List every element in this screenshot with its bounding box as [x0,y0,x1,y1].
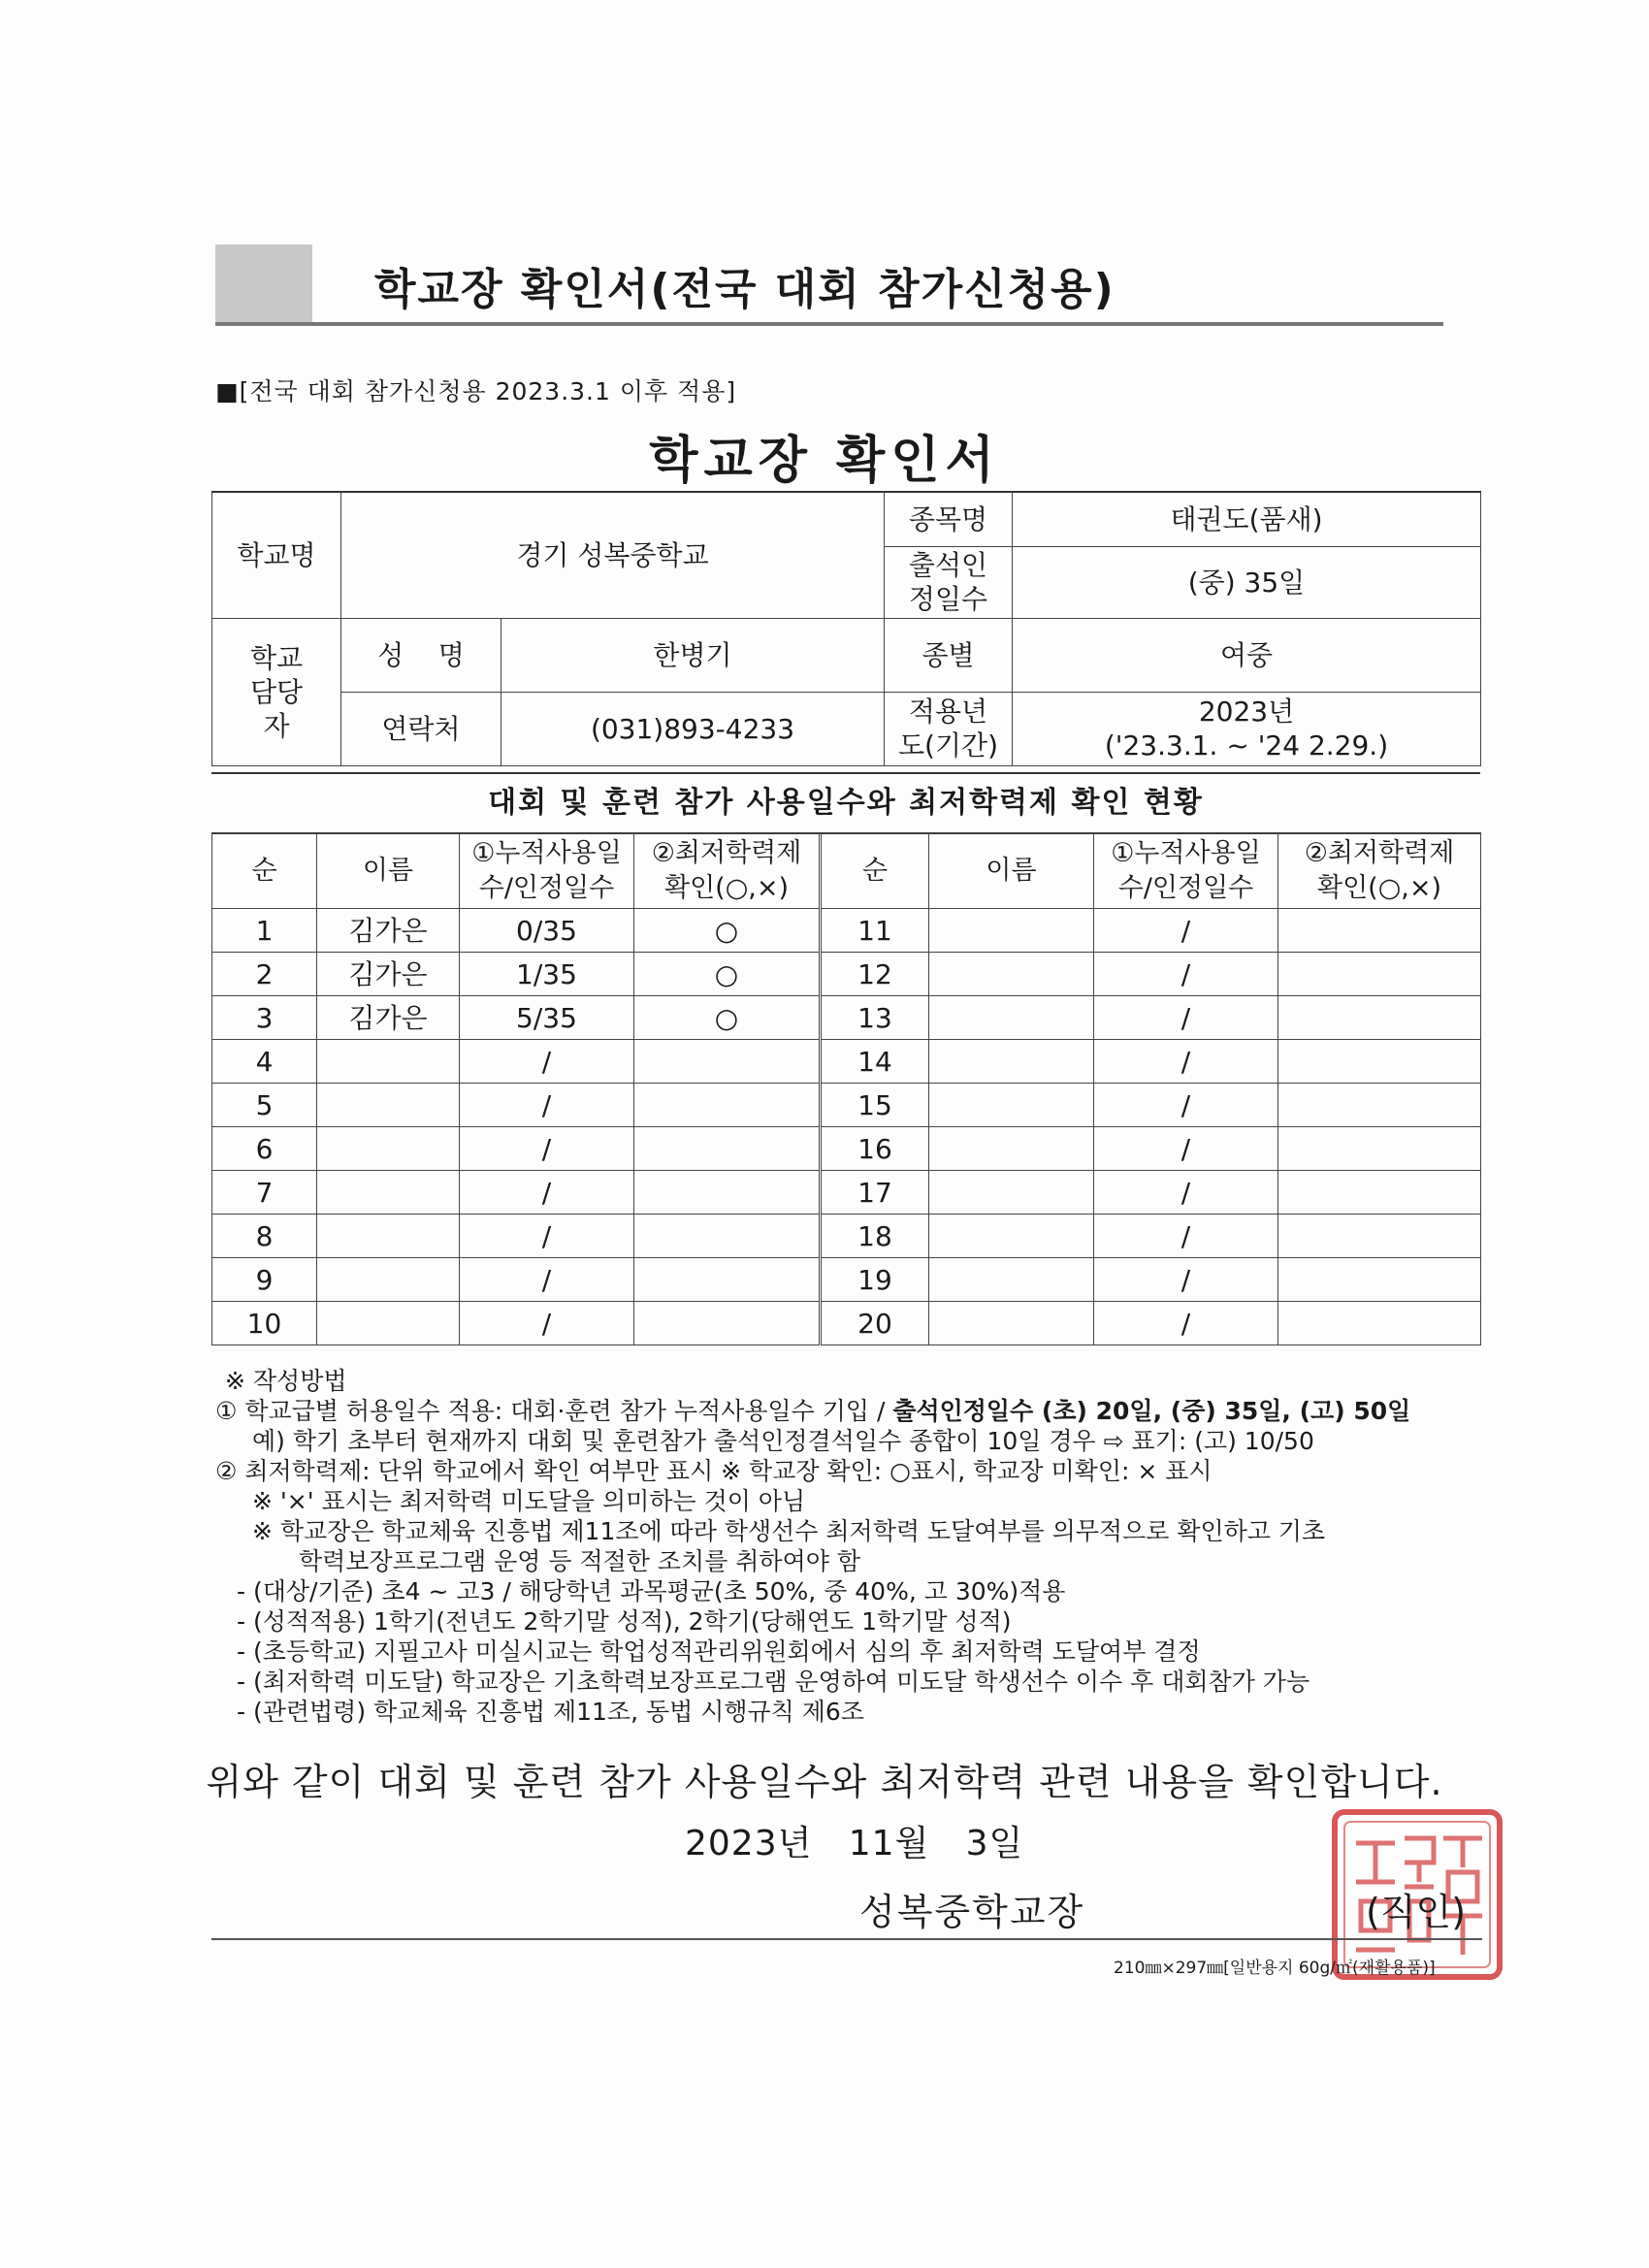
col-no-header: 순 [821,833,929,909]
school-label: 학교명 [212,492,341,618]
seal-label: (직인) [1366,1891,1467,1933]
row-check [634,1258,821,1302]
row-check [1278,996,1481,1040]
method-line: - (초등학교) 지필고사 미실시교는 학업성적관리위원회에서 심의 후 최저학력 도달여부 결정 [237,1637,1201,1666]
row-no: 16 [821,1127,929,1171]
method-line: 학력보장프로그램 운영 등 적절한 조치를 취하여야 함 [299,1547,860,1575]
table-row [212,1171,1481,1215]
row-check [634,1215,821,1258]
row-name [929,1040,1094,1084]
row-no: 19 [821,1258,929,1302]
row-no: 4 [212,1040,317,1084]
row-no: 10 [212,1302,317,1345]
row-name [317,1040,460,1084]
row-no: 9 [212,1258,317,1302]
status-title: 대회 및 훈련 참가 사용일수와 최저학력제 확인 현황 [211,772,1480,834]
row-days: / [1094,909,1278,953]
row-name [929,909,1094,953]
row-name [929,953,1094,996]
doc-title: 학교장 확인서 [649,432,1000,490]
row-days: / [460,1127,634,1171]
row-name [317,1215,460,1258]
row-check [1278,1302,1481,1345]
row-check [1278,1040,1481,1084]
row-check [1278,1215,1481,1258]
row-no: 14 [821,1040,929,1084]
row-days: 5/35 [460,996,634,1040]
attend-value: (중) 35일 [1013,546,1481,618]
row-check [1278,1084,1481,1127]
row-check [634,1302,821,1345]
method-line [215,1396,1496,1426]
method-line: - (최저학력 미도달) 학교장은 기초학력보장프로그램 운영하여 미도달 학생선수 이수 후 대회참가 가능 [237,1668,1310,1696]
row-no: 13 [821,996,929,1040]
year-label: 적용년도(기간) [885,692,1013,765]
gender-value: 여중 [1013,618,1481,692]
row-no: 2 [212,953,317,996]
attend-label: 출석인정일수 [885,546,1013,618]
header-gray-block [215,244,312,324]
row-name [929,1127,1094,1171]
table-row [212,1258,1481,1302]
row-name: 김가은 [317,909,460,953]
row-name [929,1302,1094,1345]
table-row [212,953,1481,996]
row-check [1278,1127,1481,1171]
row-days: / [460,1258,634,1302]
col-check-header: ②최저학력제확인(○,×) [1278,833,1481,909]
row-days: / [460,1215,634,1258]
col-days-header: ①누적사용일수/인정일수 [1094,833,1278,909]
row-name: 김가은 [317,953,460,996]
row-days: / [1094,996,1278,1040]
gender-label: 종별 [885,618,1013,692]
method-line: ※ 학교장은 학교체육 진흥법 제11조에 따라 학생선수 최저학력 도달여부를 의무적으로 확인하고 기초 [252,1517,1326,1545]
col-days-header: ①누적사용일수/인정일수 [460,833,634,909]
row-no: 18 [821,1215,929,1258]
row-days: / [460,1084,634,1127]
bottom-rule [211,1938,1482,1940]
col-name-header: 이름 [929,833,1094,909]
confirm-statement: 위와 같이 대회 및 훈련 참가 사용일수와 최저학력 관련 내용을 확인합니다. [206,1761,1443,1803]
table-row [212,1127,1481,1171]
contact-value: (031)893-4233 [501,692,885,765]
row-check [1278,909,1481,953]
row-no: 11 [821,909,929,953]
row-check [1278,953,1481,996]
method-line: - (대상/기준) 초4 ~ 고3 / 해당학년 과목평균(초 50%, 중 40%, 고 30%)적용 [237,1577,1066,1605]
method-title: ※ 작성방법 [225,1367,347,1395]
row-days: 0/35 [460,909,634,953]
row-name [929,1258,1094,1302]
row-check [634,1040,821,1084]
row-no: 5 [212,1084,317,1127]
period-value: ('23.3.1. ~ '24 2.29.) [1104,729,1389,761]
subnote: ■[전국 대회 참가신청용 2023.3.1 이후 적용] [215,377,737,405]
row-name [317,1302,460,1345]
row-days: / [1094,1258,1278,1302]
row-days: / [460,1040,634,1084]
row-days: / [1094,1215,1278,1258]
method-line: 예) 학기 초부터 현재까지 대회 및 훈련참가 출석인정결석일수 종합이 10일 경우 ⇨ 표기: (고) 10/50 [252,1427,1314,1455]
row-check: ○ [634,953,821,996]
event-value: 태권도(품새) [1013,492,1481,546]
col-no-header: 순 [212,833,317,909]
header-title: 학교장 확인서(전국 대회 참가신청용) [374,265,1116,314]
header-rule [215,322,1443,326]
row-days: / [1094,1171,1278,1215]
row-no: 8 [212,1215,317,1258]
row-name [317,1171,460,1215]
writing-method [215,1366,1496,1727]
row-days: / [1094,1040,1278,1084]
method-line-bold: 출석인정일수 (초) 20일, (중) 35일, (고) 50일 [892,1397,1411,1425]
row-no: 7 [212,1171,317,1215]
row-days: / [460,1302,634,1345]
principal-name: 성복중학교장 [859,1891,1085,1933]
year-cell [1013,692,1481,765]
row-check [1278,1258,1481,1302]
col-name-header: 이름 [317,833,460,909]
contact-label: 연락처 [341,692,501,765]
issue-date: 2023년 11월 3일 [685,1824,1024,1863]
info-table [211,491,1481,766]
table-row [212,1084,1481,1127]
manager-label: 학교담당자 [212,618,341,765]
col-check-header: ②최저학력제확인(○,×) [634,833,821,909]
row-name [929,1215,1094,1258]
row-no: 20 [821,1302,929,1345]
row-name: 김가은 [317,996,460,1040]
table-row [212,1302,1481,1345]
status-table [211,832,1481,1345]
row-no: 6 [212,1127,317,1171]
row-days: / [1094,1302,1278,1345]
year-value: 2023년 [1198,696,1295,728]
row-name [929,996,1094,1040]
table-row [212,1040,1481,1084]
row-days: / [1094,953,1278,996]
table-row [212,1215,1481,1258]
row-days: 1/35 [460,953,634,996]
event-label: 종목명 [885,492,1013,546]
table-row [212,909,1481,953]
name-label: 성 명 [341,618,501,692]
method-line: ※ '×' 표시는 최저학력 미도달을 의미하는 것이 아님 [252,1487,806,1515]
row-check [634,1171,821,1215]
table-row [212,996,1481,1040]
row-name [317,1084,460,1127]
name-value: 한병기 [501,618,885,692]
row-name [929,1171,1094,1215]
row-no: 1 [212,909,317,953]
row-days: / [1094,1084,1278,1127]
school-value: 경기 성복중학교 [341,492,885,618]
row-check: ○ [634,909,821,953]
row-check [634,1127,821,1171]
row-check: ○ [634,996,821,1040]
row-days: / [460,1171,634,1215]
row-no: 17 [821,1171,929,1215]
row-name [317,1127,460,1171]
row-name [317,1258,460,1302]
paper-spec: 210㎜×297㎜[일반용지 60g/㎡(재활용품)] [1114,1959,1436,1978]
row-check [634,1084,821,1127]
row-no: 15 [821,1084,929,1127]
row-no: 12 [821,953,929,996]
row-no: 3 [212,996,317,1040]
method-line-text: ① 학교급별 허용일수 적용: 대회·훈련 참가 누적사용일수 기입 / [215,1397,893,1425]
row-name [929,1084,1094,1127]
method-line: - (성적적용) 1학기(전년도 2학기말 성적), 2학기(당해연도 1학기말 성적) [237,1607,1012,1636]
row-days: / [1094,1127,1278,1171]
method-line: - (관련법령) 학교체육 진흥법 제11조, 동법 시행규칙 제6조 [237,1698,864,1726]
row-check [1278,1171,1481,1215]
method-line: ② 최저학력제: 단위 학교에서 확인 여부만 표시 ※ 학교장 확인: ○표시, 학교장 미확인: × 표시 [215,1457,1212,1485]
